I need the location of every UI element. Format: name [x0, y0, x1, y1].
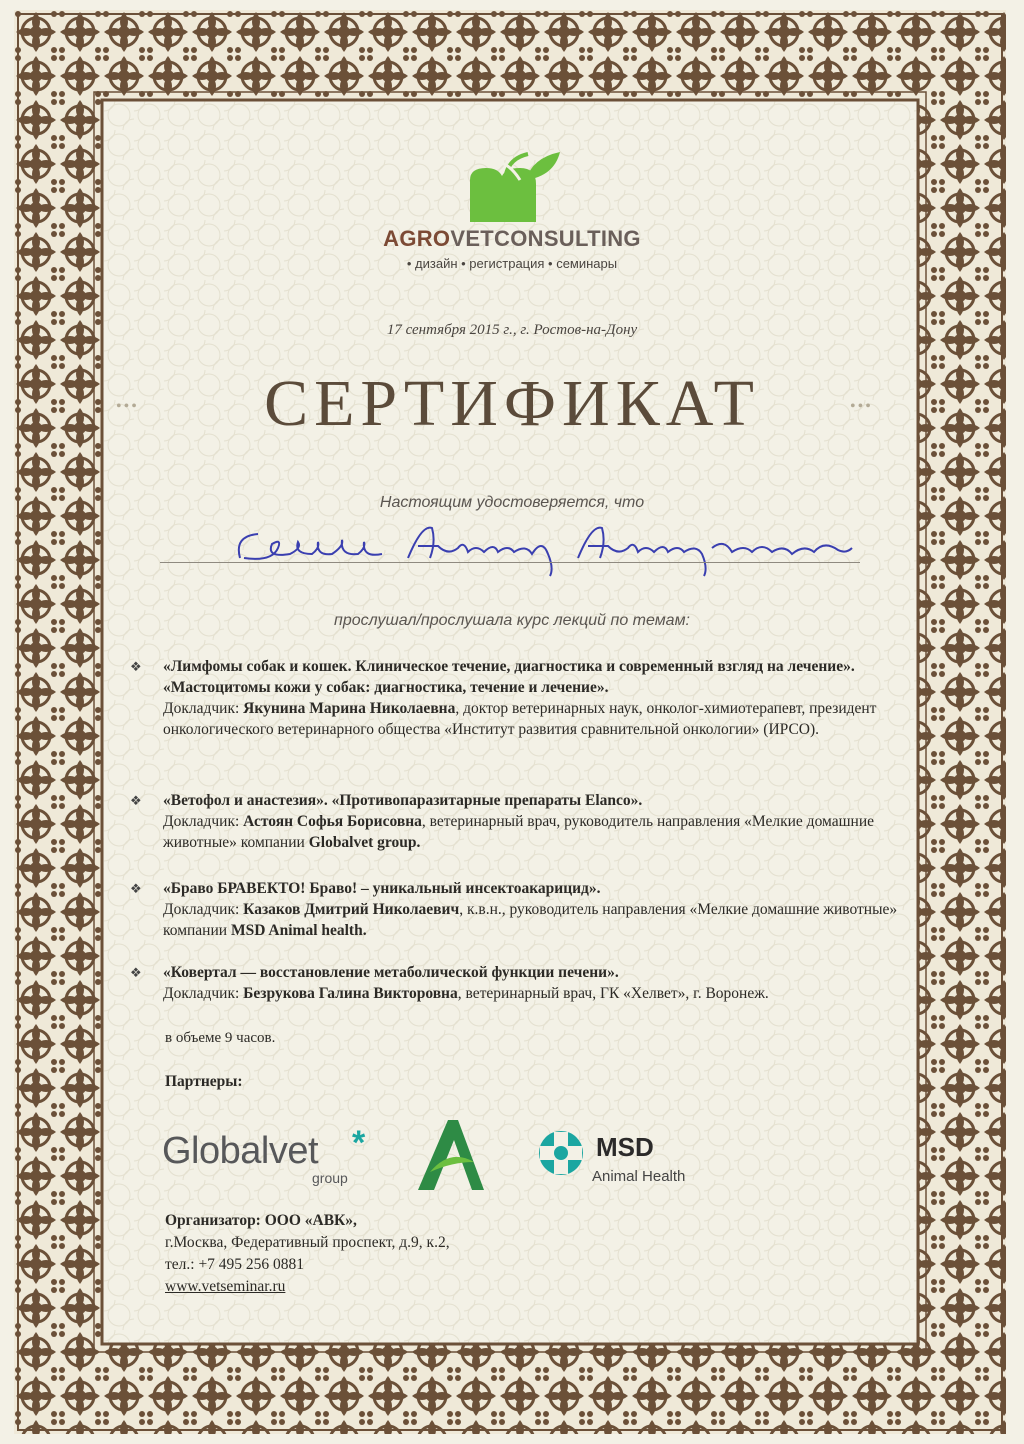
speaker-name: Казаков Дмитрий Николаевич: [243, 901, 460, 918]
certificate-date: 17 сентября 2015 г., г. Ростов-на-Дону: [386, 322, 638, 338]
topic-title: «Ветофол и анастезия». «Противопаразитарные препараты Elanco».: [163, 792, 643, 809]
speaker-info: , ветеринарный врач, руководитель направления «Мелкие домашние животные» компании: [163, 813, 875, 851]
diamond-bullet-icon: ❖: [130, 793, 142, 808]
speaker-company: MSD Animal health.: [230, 922, 367, 939]
certificate-title: СЕРТИФИКАТ: [264, 367, 760, 440]
brand-name: [340, 226, 684, 252]
course-volume: в объеме 9 часов.: [165, 1030, 276, 1046]
globalvet-star: *: [352, 1124, 366, 1162]
organizer-block: [165, 1210, 450, 1298]
msd-name: MSD: [596, 1132, 654, 1162]
speaker-info: , доктор ветеринарных наук, онколог-химиотерапевт, президент онкологического ветеринарного общества «Институт развития сравнительной онкологии» (ИРСО).: [163, 700, 877, 738]
name-underline: [160, 562, 860, 563]
topic-title: «Ковертал — восстановление метаболической функции печени».: [163, 964, 619, 981]
speaker-prefix: Докладчик:: [163, 700, 244, 717]
globalvet-logo: [162, 1124, 382, 1190]
organizer-label: Организатор: ООО «АВК»,: [165, 1212, 357, 1229]
speaker-name: Якунина Марина Николаевна: [243, 700, 456, 717]
msd-sub: Animal Health: [592, 1168, 686, 1185]
topic-item: [130, 790, 943, 853]
title-ornament-left: •••: [116, 398, 139, 415]
diamond-bullet-icon: ❖: [130, 659, 142, 674]
organizer-website-link[interactable]: www.vetseminar.ru: [165, 1278, 286, 1295]
speaker-name: Безрукова Галина Викторовна: [243, 985, 458, 1002]
apple-leaf-icon: [450, 150, 570, 225]
speaker-prefix: Докладчик:: [163, 813, 244, 830]
organizer-phone: тел.: +7 495 256 0881: [165, 1256, 305, 1273]
msd-mark-icon: [536, 1128, 586, 1178]
speaker-prefix: Докладчик:: [163, 985, 244, 1002]
topic-item: [130, 962, 943, 1004]
diamond-bullet-icon: ❖: [130, 965, 142, 980]
globalvet-sub: group: [312, 1170, 348, 1186]
partners-label: Партнеры:: [165, 1073, 243, 1090]
topic-item: [130, 656, 943, 740]
topic-title: «Браво БРАВЕКТО! Браво! – уникальный инсектоакарицид».: [163, 880, 601, 897]
speaker-name: Астоян Софья Борисовна: [243, 813, 422, 830]
msd-logo: [536, 1128, 706, 1188]
speaker-info: , ветеринарный врач, ГК «Хелвет», г. Воронеж.: [457, 985, 769, 1002]
diamond-bullet-icon: ❖: [130, 881, 142, 896]
speaker-prefix: Докладчик:: [163, 901, 244, 918]
listened-text: прослушал/прослушала курс лекций по темам:: [334, 612, 690, 629]
certify-text: Настоящим удостоверяется, что: [379, 494, 645, 511]
brand-name-part2: VETCONSULTING: [450, 226, 641, 251]
organizer-address: г.Москва, Федеративный проспект, д.9, к.2,: [165, 1234, 450, 1251]
letter-a-leaf-icon: [412, 1118, 488, 1192]
handwritten-name-signature: [232, 518, 862, 578]
agrovetconsulting-logo: [340, 150, 684, 280]
title-ornament-right: •••: [850, 398, 873, 415]
topic-item: [130, 878, 943, 941]
brand-tagline: • дизайн • регистрация • семинары: [406, 256, 618, 271]
topic-title: «Лимфомы собак и кошек. Клиническое течение, диагностика и современный взгляд на лечение». «Мастоцитомы кожи у собак: диагностика, течение и лечение».: [163, 658, 855, 696]
speaker-company: Globalvet group.: [308, 834, 421, 851]
speaker-info: , к.в.н., руководитель направления «Мелкие домашние животные» компании: [163, 901, 898, 939]
globalvet-name: Globalvet: [162, 1130, 319, 1172]
brand-name-part1: AGRO: [383, 226, 451, 251]
